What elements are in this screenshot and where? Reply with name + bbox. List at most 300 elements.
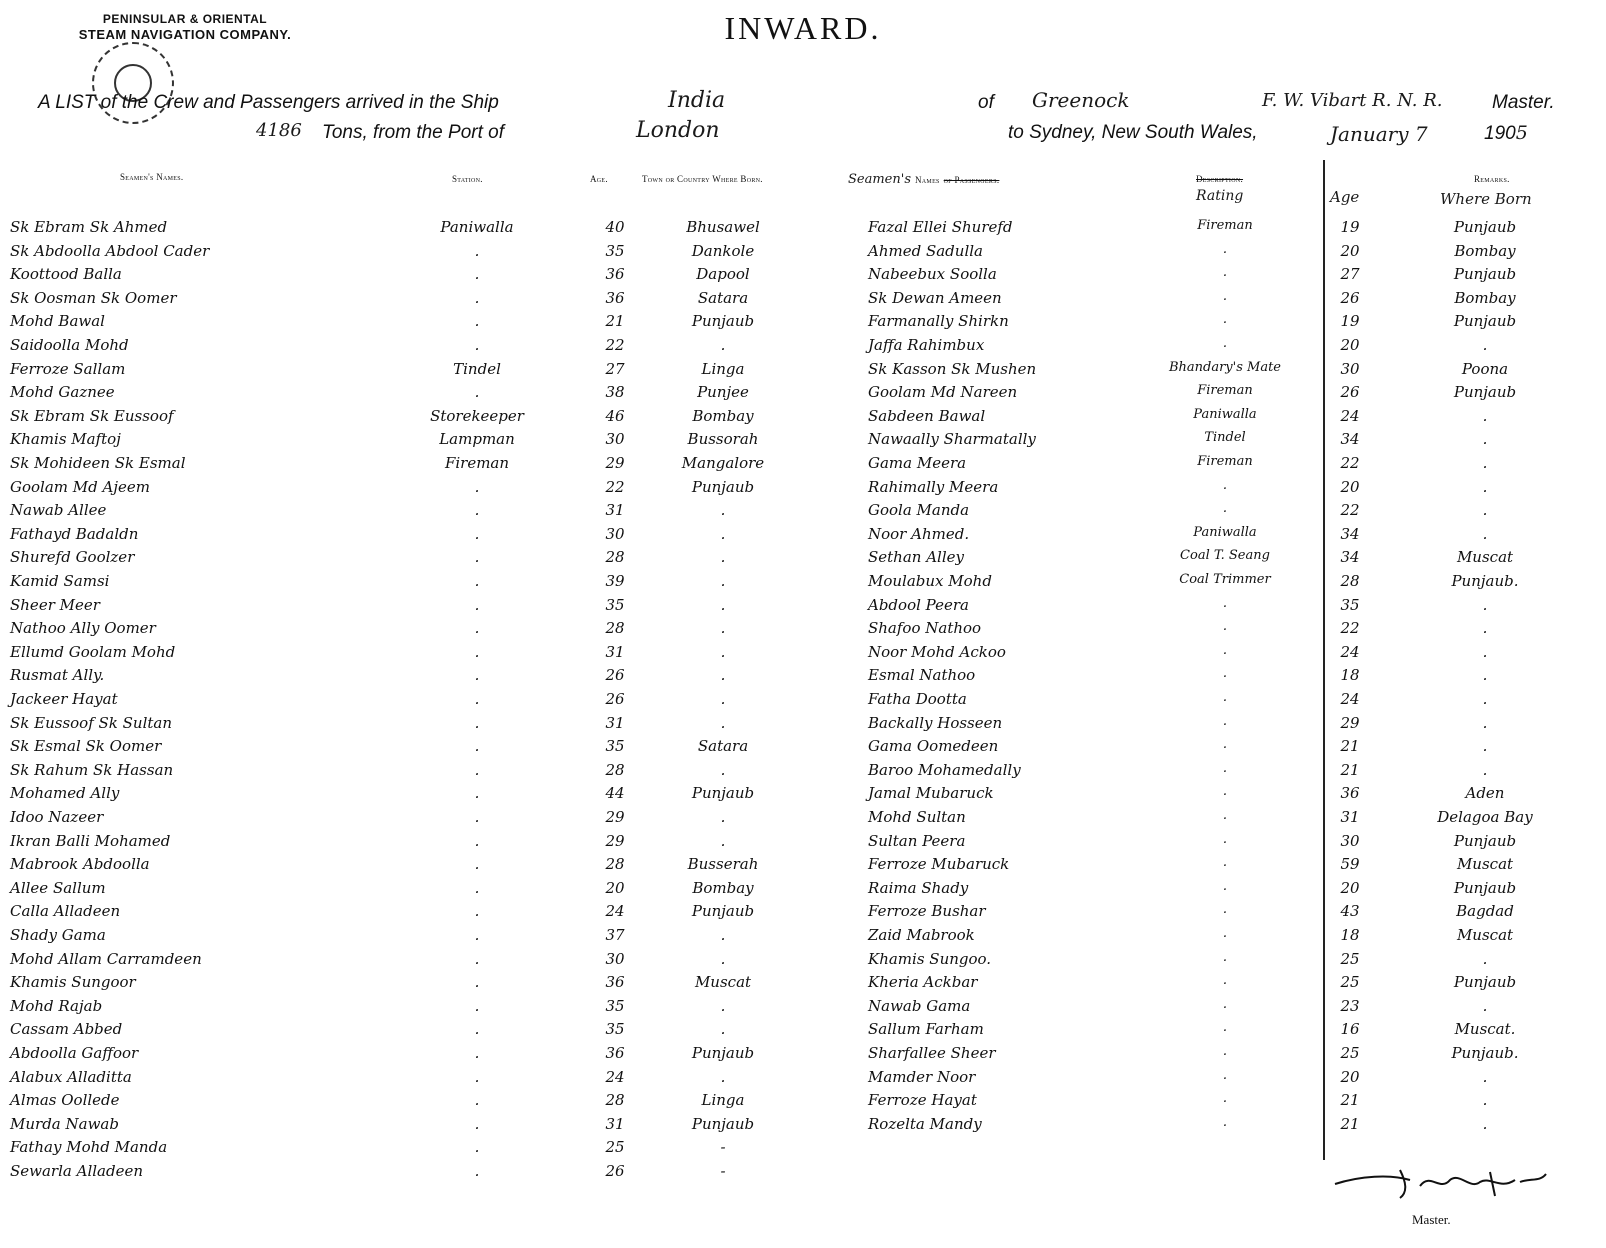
cell-station: . — [474, 1138, 480, 1157]
col-header-pass-printed: Names — [915, 175, 940, 185]
cell-name: Sk Esmal Sk Oomer — [10, 737, 162, 756]
cell-station: . — [474, 878, 480, 897]
cell-age: 22 — [605, 477, 625, 496]
cell-age: 40 — [605, 218, 625, 236]
cell-pname: Goolam Md Nareen — [868, 383, 1018, 402]
cell-town: Dapool — [696, 265, 750, 284]
cell-rating: . — [1222, 808, 1228, 823]
cell-name: Sewarla Alladeen — [10, 1162, 144, 1180]
cell-age: 28 — [605, 1091, 625, 1110]
cell-age: 35 — [605, 1020, 625, 1039]
cell-age: 39 — [605, 572, 625, 590]
cell-age: 29 — [605, 454, 625, 472]
cell-age2: 24 — [1340, 642, 1360, 661]
cell-name: Shady Gama — [10, 926, 106, 944]
col-header-seamen-names: Seamen's Names. — [120, 172, 184, 182]
cell-rating: . — [1222, 595, 1228, 611]
cell-rating: . — [1222, 477, 1228, 493]
cell-rating: . — [1222, 619, 1228, 635]
col-header-pass-hand: Seamen's — [848, 172, 911, 187]
table-row — [0, 1068, 1606, 1092]
of-label: of — [978, 92, 994, 113]
cell-pname: Ferroze Mubaruck — [868, 855, 1010, 874]
cell-pname: Gama Meera — [868, 454, 967, 472]
cell-born: . — [1482, 666, 1488, 685]
cell-station: . — [474, 784, 480, 803]
cell-rating: . — [1222, 760, 1228, 776]
cell-pname: Ferroze Hayat — [868, 1091, 977, 1110]
table-row — [0, 501, 1606, 525]
table-row — [0, 1115, 1606, 1139]
cell-age2: 31 — [1340, 808, 1360, 826]
cell-name: Idoo Nazeer — [10, 808, 104, 826]
cell-rating: . — [1222, 501, 1228, 517]
cell-born: . — [1482, 760, 1488, 779]
cell-born: Punjaub — [1453, 218, 1517, 236]
col-header-passenger-names — [848, 170, 999, 188]
cell-town: . — [720, 1067, 726, 1086]
cell-age: 36 — [605, 973, 625, 992]
cell-rating: . — [1222, 288, 1228, 304]
cell-pname: Jamal Mubaruck — [868, 784, 994, 803]
cell-rating: . — [1222, 1091, 1228, 1107]
cell-pname: Mohd Sultan — [868, 808, 966, 826]
cell-pname: Nabeebux Soolla — [868, 265, 997, 284]
cell-name: Ferroze Sallam — [10, 359, 126, 378]
cell-station: Storekeeper — [430, 406, 524, 425]
table-row — [0, 832, 1606, 856]
cell-age2: 20 — [1340, 477, 1360, 496]
cell-born: Punjaub — [1453, 878, 1517, 897]
cell-town: . — [720, 949, 726, 968]
table-row — [0, 950, 1606, 974]
cell-station: . — [474, 312, 480, 331]
cell-town: Mangalore — [681, 454, 765, 472]
cell-rating: Fireman — [1197, 218, 1253, 233]
cell-pname: Esmal Nathoo — [868, 666, 976, 685]
cell-station: . — [474, 666, 480, 685]
cell-age2: 19 — [1340, 312, 1360, 331]
cell-pname: Noor Ahmed. — [868, 524, 970, 543]
cell-pname: Backally Hosseen — [868, 713, 1003, 732]
cell-name: Koottood Balla — [10, 265, 122, 284]
cell-born: . — [1482, 501, 1488, 520]
cell-station: . — [474, 831, 480, 850]
cell-station: . — [474, 1067, 480, 1086]
cell-name: Jackeer Hayat — [10, 690, 118, 708]
cell-station: Fireman — [444, 454, 510, 472]
cell-rating: . — [1222, 831, 1228, 847]
cell-name: Mohamed Ally — [10, 784, 120, 803]
table-row — [0, 265, 1606, 289]
cell-town: Punjaub — [691, 1114, 755, 1133]
cell-born: Muscat — [1456, 926, 1514, 944]
cell-station: . — [474, 619, 480, 638]
table-row — [0, 218, 1606, 242]
year-printed: 190 — [1484, 123, 1516, 144]
cell-station: . — [474, 737, 480, 756]
cell-station: . — [474, 524, 480, 543]
table-row — [0, 289, 1606, 313]
cell-name: Ellumd Goolam Mohd — [10, 642, 176, 661]
cell-pname: Mamder Noor — [868, 1067, 976, 1086]
cell-pname: Kheria Ackbar — [868, 973, 978, 992]
cell-name: Sk Mohideen Sk Esmal — [10, 454, 186, 472]
cell-rating: . — [1222, 1067, 1228, 1083]
cell-town: Busserah — [687, 855, 759, 874]
cell-born: . — [1482, 619, 1488, 638]
cell-pname: Sharfallee Sheer — [868, 1044, 996, 1062]
company-name-line1: PENINSULAR & ORIENTAL — [102, 12, 268, 26]
table-row — [0, 737, 1606, 761]
cell-rating: . — [1222, 241, 1228, 257]
cell-pname: Raima Shady — [868, 878, 969, 897]
cell-age: 28 — [605, 548, 625, 567]
cell-town: Linga — [701, 359, 745, 378]
year-handwritten: 5 — [1515, 122, 1528, 144]
cell-rating: . — [1222, 878, 1228, 894]
cell-pname: Rahimally Meera — [868, 477, 999, 496]
cell-born: . — [1482, 595, 1488, 614]
cell-born: Punjaub — [1453, 831, 1517, 850]
tonnage: 4186 — [256, 120, 302, 141]
cell-born: . — [1482, 996, 1488, 1015]
cell-age: 26 — [605, 1162, 625, 1180]
cell-age2: 20 — [1340, 336, 1360, 354]
cell-name: Sk Rahum Sk Hassan — [10, 760, 174, 779]
cell-born: . — [1482, 1091, 1488, 1110]
cell-town: . — [720, 619, 726, 638]
cell-rating: Coal T. Seang — [1180, 548, 1270, 564]
cell-pname: Sethan Alley — [868, 548, 964, 567]
cell-station: . — [474, 383, 480, 402]
cell-name: Cassam Abbed — [10, 1020, 123, 1039]
cell-born: . — [1482, 690, 1488, 708]
cell-born: Punjaub. — [1451, 572, 1519, 590]
cell-age2: 21 — [1340, 760, 1360, 779]
tons-label: Tons, from the Port of — [322, 122, 504, 143]
cell-age: 36 — [605, 1044, 625, 1062]
cell-age: 26 — [605, 690, 625, 708]
cell-pname: Abdool Peera — [868, 595, 969, 614]
cell-age: 38 — [605, 383, 625, 402]
cell-born: . — [1482, 454, 1488, 472]
cell-age: 35 — [605, 241, 625, 260]
cell-born: Punjaub. — [1451, 1044, 1519, 1062]
cell-town: . — [720, 926, 726, 944]
cell-born: . — [1482, 949, 1488, 968]
cell-station: . — [474, 855, 480, 874]
cell-rating: . — [1222, 949, 1228, 965]
cell-age2: 34 — [1340, 430, 1360, 449]
cell-age2: 20 — [1340, 241, 1360, 260]
cell-age: 28 — [605, 855, 625, 874]
cell-pname: Shafoo Nathoo — [868, 619, 982, 638]
cell-town: Satara — [697, 288, 749, 307]
cell-town: Punjaub — [691, 477, 755, 496]
cell-name: Murda Nawab — [10, 1114, 119, 1133]
cell-town: Linga — [701, 1091, 745, 1110]
cell-rating: . — [1222, 336, 1228, 351]
cell-name: Rusmat Ally. — [10, 666, 105, 685]
cell-town: - — [720, 1138, 726, 1157]
cell-pname: Sallum Farham — [868, 1020, 984, 1039]
cell-name: Calla Alladeen — [10, 902, 121, 921]
cell-name: Shurefd Goolzer — [10, 548, 135, 567]
cell-name: Fathay Mohd Manda — [10, 1138, 168, 1157]
cell-rating: . — [1222, 973, 1228, 989]
cell-name: Mohd Gaznee — [10, 383, 115, 402]
cell-rating: . — [1222, 1020, 1228, 1036]
cell-age2: 23 — [1340, 996, 1360, 1015]
cell-age2: 20 — [1340, 1067, 1360, 1086]
cell-town: . — [720, 524, 726, 543]
arrival-date: January 7 — [1330, 122, 1428, 146]
cell-age: 21 — [605, 312, 625, 331]
cell-rating: . — [1222, 855, 1228, 871]
cell-station: Lampman — [439, 430, 515, 449]
cell-rating: . — [1222, 642, 1228, 658]
cell-age: 31 — [605, 713, 625, 732]
cell-born: . — [1482, 737, 1488, 756]
cell-town: Bhusawel — [686, 218, 760, 236]
cell-name: Sk Eussoof Sk Sultan — [10, 713, 173, 732]
cell-station: . — [474, 902, 480, 921]
cell-name: Mohd Allam Carramdeen — [10, 949, 202, 968]
table-row — [0, 643, 1606, 667]
cell-born: Delagoa Bay — [1437, 808, 1533, 826]
col-header-pass-struck: of Passengers. — [943, 175, 1000, 185]
cell-station: . — [474, 1162, 480, 1180]
cell-age2: 22 — [1340, 501, 1360, 520]
cell-age: 30 — [605, 949, 625, 968]
table-row — [0, 619, 1606, 643]
cell-age: 36 — [605, 288, 625, 307]
table-row — [0, 997, 1606, 1021]
cell-station: . — [474, 926, 480, 944]
cell-born: . — [1482, 713, 1488, 732]
cell-name: Ikran Balli Mohamed — [10, 831, 171, 850]
cell-age2: 26 — [1340, 288, 1360, 307]
col-header-age2: Age — [1330, 188, 1360, 206]
cell-town: . — [720, 548, 726, 567]
cell-name: Mabrook Abdoolla — [10, 855, 150, 874]
cell-age2: 30 — [1340, 359, 1360, 378]
cell-age2: 36 — [1340, 784, 1360, 803]
cell-born: Punjaub — [1453, 383, 1517, 402]
cell-pname: Sultan Peera — [868, 831, 966, 850]
year — [1484, 122, 1528, 145]
table-row — [0, 478, 1606, 502]
cell-age2: 34 — [1340, 548, 1360, 567]
cell-town: Punjaub — [691, 1044, 755, 1062]
cell-rating: . — [1222, 666, 1228, 682]
table-row — [0, 1138, 1606, 1162]
cell-station: . — [474, 1114, 480, 1133]
cell-age: 25 — [605, 1138, 625, 1157]
table-row — [0, 1020, 1606, 1044]
cell-rating: . — [1222, 690, 1228, 705]
table-row — [0, 596, 1606, 620]
cell-born: . — [1482, 1114, 1488, 1133]
cell-born: Punjaub — [1453, 312, 1517, 331]
cell-age: 29 — [605, 831, 625, 850]
cell-age: 27 — [605, 359, 625, 378]
cell-born: Bombay — [1454, 288, 1516, 307]
table-row — [0, 336, 1606, 360]
cell-rating: Tindel — [1204, 430, 1246, 446]
cell-town: - — [720, 1162, 726, 1180]
cell-age2: 35 — [1340, 595, 1360, 614]
destination-label: to Sydney, New South Wales, — [1008, 122, 1258, 143]
cell-age: 31 — [605, 642, 625, 661]
cell-age: 31 — [605, 1114, 625, 1133]
cell-name: Abdoolla Gaffoor — [10, 1044, 139, 1062]
cell-station: . — [474, 996, 480, 1015]
cell-pname: Sabdeen Bawal — [868, 406, 986, 425]
table-row — [0, 808, 1606, 832]
cell-age: 28 — [605, 760, 625, 779]
cell-rating: . — [1222, 312, 1228, 328]
cell-name: Sheer Meer — [10, 595, 100, 614]
cell-age2: 29 — [1340, 713, 1360, 732]
cell-rating: . — [1222, 737, 1228, 753]
cell-name: Sk Ebram Sk Eussoof — [10, 406, 174, 425]
table-row — [0, 761, 1606, 785]
cell-age: 28 — [605, 619, 625, 638]
table-row — [0, 383, 1606, 407]
signature-master-label: Master. — [1412, 1212, 1451, 1227]
cell-age: 30 — [605, 430, 625, 449]
cell-town: . — [720, 760, 726, 779]
table-row — [0, 242, 1606, 266]
cell-pname: Rozelta Mandy — [868, 1114, 982, 1133]
cell-name: Almas Oollede — [10, 1091, 120, 1110]
cell-town: Bombay — [692, 878, 754, 897]
cell-born: Bagdad — [1456, 902, 1514, 921]
cell-rating: . — [1222, 784, 1228, 800]
cell-age2: 34 — [1340, 524, 1360, 543]
table-row — [0, 666, 1606, 690]
cell-age2: 24 — [1340, 406, 1360, 425]
cell-age: 31 — [605, 501, 625, 520]
cell-station: Tindel — [453, 359, 501, 378]
cell-age: 37 — [605, 926, 625, 944]
cell-town: Punjee — [697, 383, 749, 402]
col-header-description: Description. — [1196, 174, 1244, 184]
cell-name: Mohd Rajab — [10, 996, 103, 1015]
cell-rating: . — [1222, 902, 1228, 918]
cell-age2: 59 — [1340, 855, 1360, 874]
cell-town: Muscat — [694, 973, 752, 992]
cell-rating: Fireman — [1197, 454, 1253, 469]
master-name: F. W. Vibart R. N. R. — [1262, 90, 1443, 111]
cell-age: 24 — [605, 1067, 625, 1086]
cell-rating: Bhandary's Mate — [1168, 359, 1282, 375]
cell-name: Allee Sallum — [10, 878, 106, 897]
cell-pname: Zaid Mabrook — [868, 926, 975, 944]
table-row — [0, 548, 1606, 572]
cell-town: . — [720, 690, 726, 708]
cell-rating: Fireman — [1197, 383, 1253, 399]
cell-pname: Ferroze Bushar — [868, 902, 986, 921]
cell-station: . — [474, 642, 480, 661]
cell-name: Fathayd Badaldn — [10, 524, 139, 543]
cell-age: 36 — [605, 265, 625, 284]
cell-pname: Ahmed Sadulla — [868, 241, 983, 260]
cell-town: Punjaub — [691, 312, 755, 331]
cell-name: Kamid Samsi — [10, 572, 110, 590]
cell-pname: Gama Oomedeen — [868, 737, 999, 756]
cell-town: . — [720, 595, 726, 614]
cell-name: Saidoolla Mohd — [10, 336, 129, 354]
cell-town: . — [720, 572, 726, 590]
cell-rating: . — [1222, 713, 1228, 729]
cell-name: Goolam Md Ajeem — [10, 477, 150, 496]
col-header-where-born: Where Born — [1440, 190, 1532, 208]
cell-pname: Moulabux Mohd — [868, 572, 992, 590]
cell-born: . — [1482, 430, 1488, 449]
cell-station: . — [474, 572, 480, 590]
cell-rating: . — [1222, 926, 1228, 941]
cell-age2: 25 — [1340, 949, 1360, 968]
cell-station: . — [474, 477, 480, 496]
cell-pname: Nawaally Sharmatally — [868, 430, 1036, 449]
cell-age2: 21 — [1340, 1091, 1360, 1110]
cell-town: Dankole — [691, 241, 755, 260]
cell-age2: 26 — [1340, 383, 1360, 402]
cell-name: Mohd Bawal — [10, 312, 105, 331]
cell-pname: Jaffa Rahimbux — [868, 336, 985, 354]
cell-town: . — [720, 808, 726, 826]
cell-rating: Paniwalla — [1193, 406, 1257, 422]
ship-name: India — [668, 88, 726, 113]
cell-rating: . — [1222, 996, 1228, 1012]
cell-age: 29 — [605, 808, 625, 826]
cell-town: . — [720, 713, 726, 732]
cell-age2: 21 — [1340, 1114, 1360, 1133]
departure-port: London — [636, 118, 720, 143]
cell-born: . — [1482, 477, 1488, 496]
col-header-remarks: Remarks. — [1474, 174, 1510, 184]
cell-station: . — [474, 1020, 480, 1039]
cell-station: . — [474, 288, 480, 307]
cell-name: Nawab Allee — [10, 501, 107, 520]
cell-age2: 18 — [1340, 926, 1360, 944]
cell-station: . — [474, 760, 480, 779]
cell-pname: Goola Manda — [868, 501, 970, 520]
cell-station: . — [474, 690, 480, 708]
cell-age: 22 — [605, 336, 625, 354]
table-row — [0, 430, 1606, 454]
cell-born: . — [1482, 642, 1488, 661]
table-row — [0, 855, 1606, 879]
cell-station: . — [474, 949, 480, 968]
cell-town: Satara — [697, 737, 749, 756]
cell-town: . — [720, 336, 726, 354]
cell-pname: Noor Mohd Ackoo — [868, 642, 1006, 661]
master-signature-icon — [1330, 1162, 1550, 1202]
company-name-line2: STEAM NAVIGATION COMPANY. — [78, 27, 292, 42]
cell-town: Punjaub — [691, 784, 755, 803]
cell-age: 44 — [605, 784, 625, 803]
cell-name: Khamis Sungoor — [10, 973, 136, 992]
cell-born: Aden — [1465, 784, 1505, 803]
col-header-town: Town or Country Where Born. — [642, 174, 763, 184]
cell-age2: 28 — [1340, 572, 1360, 590]
cell-born: . — [1482, 406, 1488, 425]
cell-age2: 18 — [1340, 666, 1360, 685]
